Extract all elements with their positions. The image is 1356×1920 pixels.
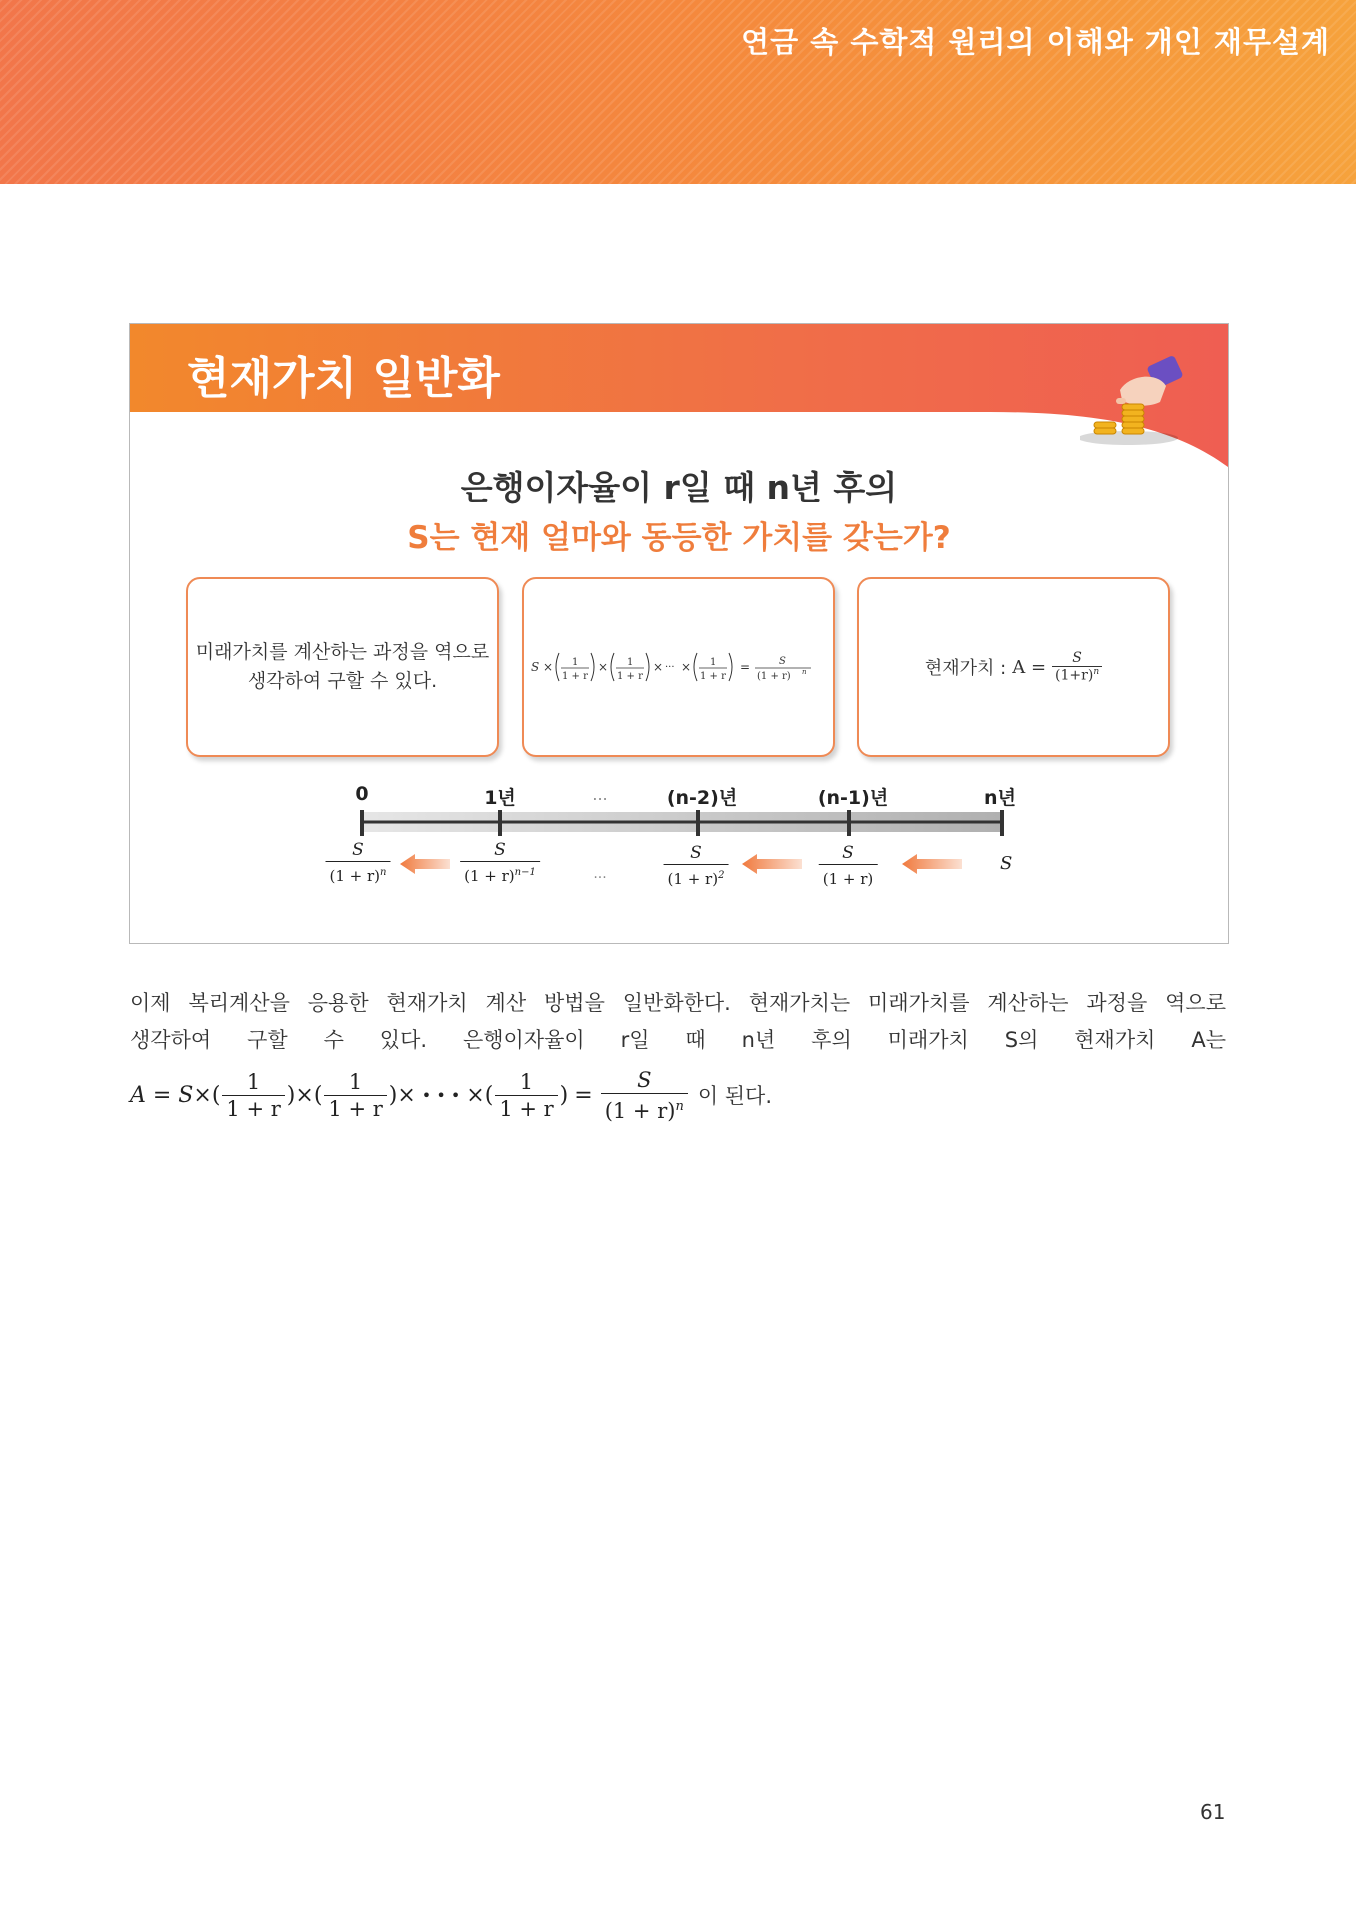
formula-den-n: (1 + r) [756,671,791,682]
question-line2: S는 현재 얼마와 동등한 가치를 갖는가? [407,520,951,556]
card3-den: (1+r) [1055,667,1094,684]
formula-times-1: × [542,660,553,674]
header-title: 연금 속 수학적 원리의 이해와 개인 재무설계 [741,25,1330,59]
pv-value-1: $\frac{S}{(1 + r)^{n-1}}$ [460,839,540,886]
card3-num: S [1072,650,1082,667]
pv-value-n: S [1000,853,1013,874]
body-text [130,985,1226,1059]
formula-one-2: 1 [626,657,633,668]
arrow-left-icon [902,854,962,874]
timeline-label-0: 0 [355,783,369,805]
card3-lhs: A = [1012,656,1047,678]
arrow-left-icon [400,854,450,874]
formula-exp: n [801,668,807,676]
pv-dots: ... [593,866,607,882]
slide-panel [129,323,1229,944]
timeline-dots: ... [592,785,608,804]
pv-value-0: $\frac{S}{(1 + r)^n}$ [326,839,391,886]
formula-times-4: × [680,660,691,674]
slide-title: 현재가치 일반화 [187,353,500,404]
formula-equals: = [739,660,750,674]
body-formula-suffix: 이 된다. [697,1084,773,1108]
body-formula: A = S × ( 1 1 + r ) × ( 1 1 + r ) × • • • × ( 1 1 + r ) = $\frac{S}{(1 + r)^n}$ [130,1067,690,1124]
formula-ellipsis: ··· [664,662,675,673]
pv-value-n-1: $\frac{S}{(1 + r)}$ [819,842,878,889]
card3-label: 현재가치 : [924,658,1007,679]
formula-num: S [778,656,786,667]
header-band [0,0,1356,184]
formula-den-2: 1 + r [616,671,643,682]
arrow-left-icon [742,854,802,874]
formula-den-1: 1 + r [561,671,588,682]
timeline-label-1: 1년 [484,787,516,809]
formula-times-3: × [652,660,663,674]
question-line1: 은행이자율이 r일 때 n년 후의 [460,468,898,507]
formula-den-3: 1 + r [699,671,726,682]
timeline-label-n-1: (n-1)년 [817,787,889,809]
formula-one-1: 1 [571,657,578,668]
card3-exp: n [1093,667,1100,678]
body-formula-line [130,1060,772,1130]
card1-line2: 생각하여 구할 수 있다. [247,670,438,692]
pv-value-n-2: $\frac{S}{(1 + r)^2}$ [664,842,729,889]
timeline-label-n-2: (n-2)년 [666,787,738,809]
page-number: 61 [1200,1800,1226,1824]
body-para1: 이제 복리계산을 응용한 현재가치 계산 방법을 일반화한다. 현재가치는 미래가치를 계산하는 과정을 역으로 [130,991,1226,1015]
timeline-label-n: n년 [984,787,1016,809]
card1-line1: 미래가치를 계산하는 과정을 역으로 [195,641,490,663]
formula-one-3: 1 [709,657,716,668]
formula-times-2: × [597,660,608,674]
body-para2: 생각하여 구할 수 있다. 은행이자율이 r일 때 n년 후의 미래가치 S의 현재가치 A는 [130,1028,1226,1052]
formula-s: S [530,660,539,674]
